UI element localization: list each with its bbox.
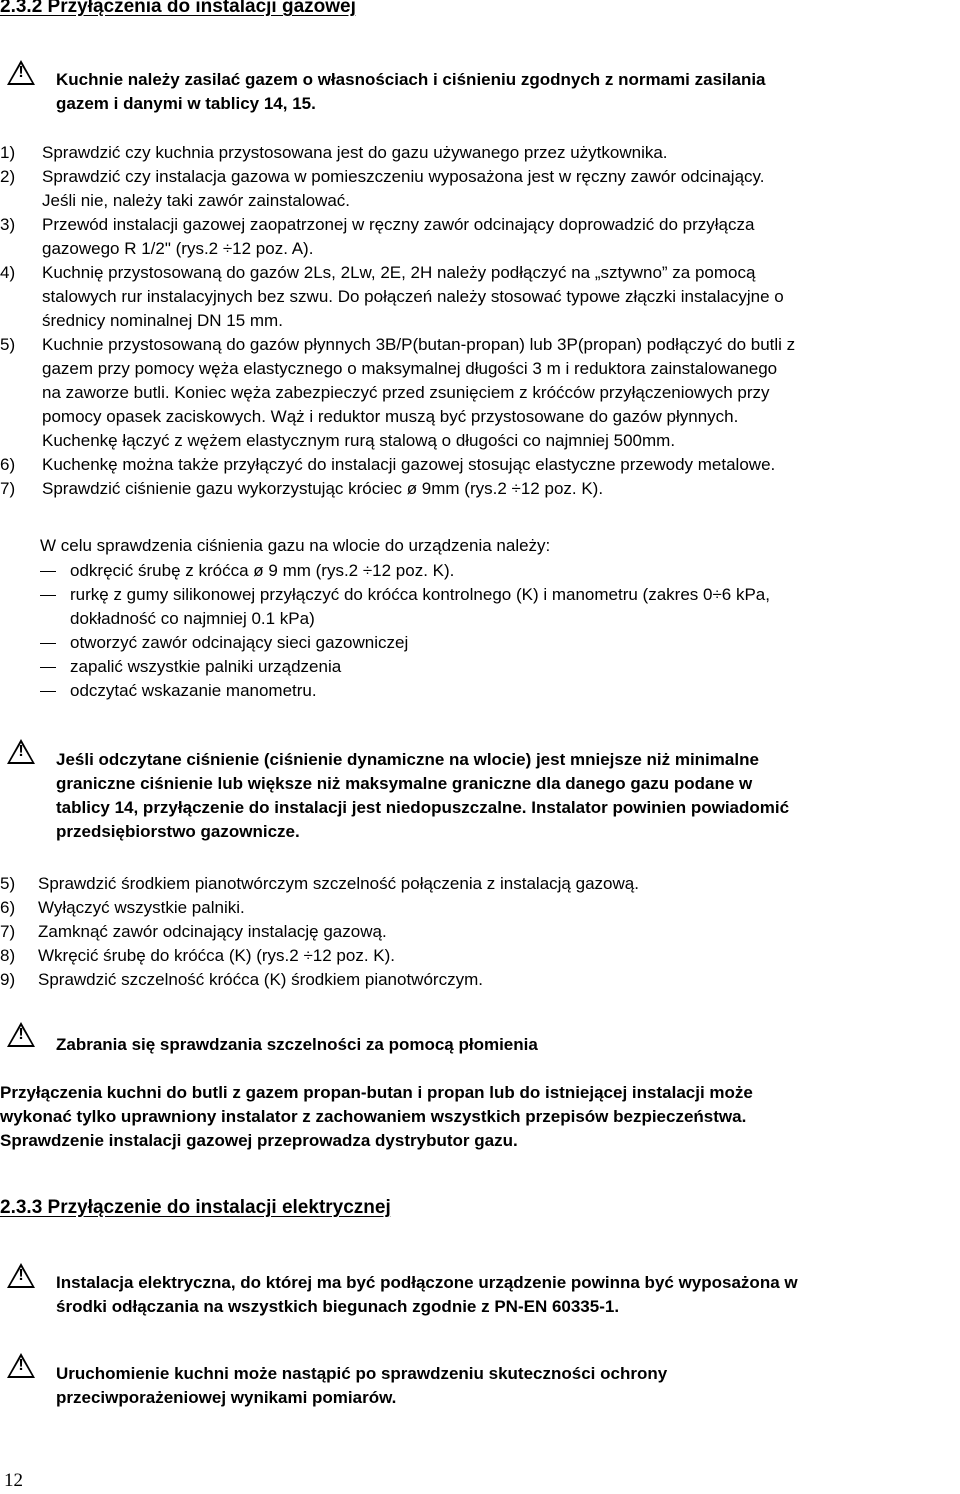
step-number: 8) [0,946,16,965]
section-title-electric: 2.3.3 Przyłączenie do instalacji elektrycznej [0,1197,391,1218]
step-text: Kuchnię przystosowaną do gazów 2Ls, 2Lw, 2E, 2H należy podłączyć na „sztywno” za pomocą [42,263,756,282]
step-text: Wkręcić śrubę do króćca (K) (rys.2 ÷12 poz. K). [38,946,395,965]
step-text: gazowego R 1/2" (rys.2 ÷12 poz. A). [42,239,314,258]
warning-text-line: Instalacja elektryczna, do której ma być podłączone urządzenie powinna być wyposażona w [56,1273,798,1292]
warning-text-line: przedsiębiorstwo gazownicze. [56,822,300,841]
step-number: 6) [0,898,16,917]
warning-text-line: tablicy 14, przyłączenie do instalacji jest niedopuszczalne. Instalator powinien powiadomić [56,798,790,817]
pressure-item: zapalić wszystkie palniki urządzenia [70,657,342,676]
pressure-intro: W celu sprawdzenia ciśnienia gazu na wlocie do urządzenia należy: [40,536,551,555]
pressure-item: rurkę z gumy silikonowej przyłączyć do króćca kontrolnego (K) i manometru (zakres 0÷6 kPa, [70,585,770,604]
step-text: gazem przy pomocy węża elastycznego o maksymalnej długości 3 m i reduktora zainstalowanego [42,359,778,378]
step-number: 7) [0,479,16,498]
warning-text-line: Zabrania się sprawdzania szczelności za pomocą płomienia [56,1035,538,1054]
step-number: 5) [0,874,16,893]
step-text: Przewód instalacji gazowej zaopatrzonej w ręczny zawór odcinający doprowadzić do przyłącza [42,215,755,234]
warning-icon: ! [7,1353,35,1378]
bold-note-line: Przyłączenia kuchni do butli z gazem propan-butan i propan lub do istniejącej instalacji może [0,1083,753,1102]
step-text: średnicy nominalnej DN 15 mm. [42,311,283,330]
step-number: 4) [0,263,16,282]
step-text: Sprawdzić szczelność króćca (K) środkiem pianotwórczym. [38,970,483,989]
dash-bullet [40,643,56,644]
step-text: Zamknąć zawór odcinający instalację gazową. [38,922,387,941]
section-title-gas: 2.3.2 Przyłączenia do instalacji gazowej [0,0,356,17]
warning-icon: ! [7,1263,35,1288]
step-number: 9) [0,970,16,989]
warning-text-line: Uruchomienie kuchni może nastąpić po sprawdzeniu skuteczności ochrony [56,1364,668,1383]
warning-text-line: Jeśli odczytane ciśnienie (ciśnienie dynamiczne na wlocie) jest mniejsze niż minimalne [56,750,759,769]
pressure-item: odczytać wskazanie manometru. [70,681,317,700]
bold-note-line: wykonać tylko uprawniony instalator z zachowaniem wszystkich przepisów bezpieczeństwa. [0,1107,747,1126]
warning-icon: ! [7,60,35,85]
warning-text-line: gazem i danymi w tablicy 14, 15. [56,94,316,113]
step-number: 7) [0,922,16,941]
pressure-item: odkręcić śrubę z króćca ø 9 mm (rys.2 ÷12 poz. K). [70,561,455,580]
warning-icon: ! [7,739,35,764]
pressure-item: otworzyć zawór odcinający sieci gazowniczej [70,633,409,652]
page-number: 12 [4,1470,23,1491]
dash-bullet [40,667,56,668]
step-number: 6) [0,455,16,474]
step-number: 2) [0,167,16,186]
warning-text-line: środki odłączania na wszystkich biegunach zgodnie z PN-EN 60335-1. [56,1297,620,1316]
step-text: Jeśli nie, należy taki zawór zainstalować. [42,191,351,210]
dash-bullet [40,691,56,692]
pressure-item: dokładność co najmniej 0.1 kPa) [70,609,315,628]
bold-note-line: Sprawdzenie instalacji gazowej przeprowadza dystrybutor gazu. [0,1131,518,1150]
warning-text-line: przeciwporażeniowej wynikami pomiarów. [56,1388,397,1407]
step-text: Sprawdzić czy kuchnia przystosowana jest do gazu używanego przez użytkownika. [42,143,668,162]
step-text: Sprawdzić ciśnienie gazu wykorzystując króciec ø 9mm (rys.2 ÷12 poz. K). [42,479,604,498]
step-text: Sprawdzić środkiem pianotwórczym szczelność połączenia z instalacją gazową. [38,874,639,893]
warning-icon: ! [7,1022,35,1047]
step-number: 3) [0,215,16,234]
warning-text-line: Kuchnie należy zasilać gazem o własnościach i ciśnieniu zgodnych z normami zasilania [56,70,766,89]
step-number: 1) [0,143,16,162]
dash-bullet [40,571,56,572]
step-text: na zaworze butli. Koniec węża zabezpieczyć przed zsunięciem z króćców przyłączeniowych przy [42,383,770,402]
step-text: Wyłączyć wszystkie palniki. [38,898,245,917]
step-text: Sprawdzić czy instalacja gazowa w pomieszczeniu wyposażona jest w ręczny zawór odcinający. [42,167,765,186]
step-text: Kuchnie przystosowaną do gazów płynnych 3B/P(butan-propan) lub 3P(propan) podłączyć do butli z [42,335,796,354]
step-text: stalowych rur instalacyjnych bez szwu. Do połączeń należy stosować typowe złączki instalacyjne o [42,287,784,306]
step-number: 5) [0,335,16,354]
dash-bullet [40,595,56,596]
warning-text-line: graniczne ciśnienie lub większe niż maksymalne graniczne dla danego gazu podane w [56,774,753,793]
step-text: Kuchenkę można także przyłączyć do instalacji gazowej stosując elastyczne przewody metalowe. [42,455,776,474]
step-text: pomocy opasek zaciskowych. Wąż i reduktor muszą być przystosowane do gazów płynnych. [42,407,739,426]
step-text: Kuchenkę łączyć z wężem elastycznym rurą stalową o długości co najmniej 500mm. [42,431,676,450]
